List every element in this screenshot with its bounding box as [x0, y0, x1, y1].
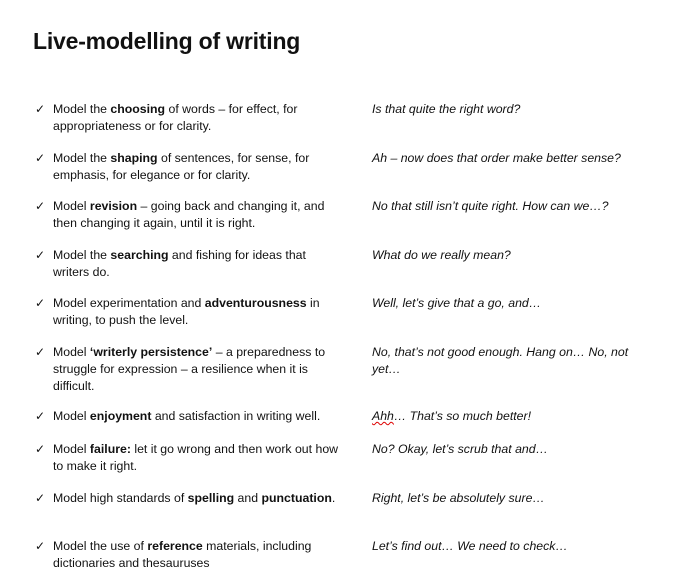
text-segment: let it go wrong and then work out how to make it right. — [53, 442, 339, 473]
example-phrase: Ah – now does that order make better sense? — [372, 151, 621, 165]
checkmark-icon: ✓ — [35, 409, 46, 423]
practice-description — [53, 441, 343, 475]
checkmark-icon: ✓ — [35, 151, 46, 165]
text-segment: Model high standards of — [53, 491, 188, 505]
practice-description — [53, 150, 343, 184]
emphasis-text: searching — [110, 248, 169, 262]
text-segment: Model experimentation and — [53, 296, 205, 310]
emphasis-text: failure: — [89, 442, 131, 456]
text-segment: – a preparedness to struggle for expression – a resilience when it is difficult. — [53, 345, 326, 393]
text-segment: materials, including dictionaries and thesauruses — [53, 539, 312, 570]
emphasis-text: revision — [89, 199, 138, 213]
example-phrase: No that still isn’t quite right. How can we…? — [372, 199, 609, 213]
emphasis-text: shaping — [110, 151, 158, 165]
text-segment: of words – for effect, for appropriateness or for clarity. — [53, 102, 298, 133]
emphasis-text: punctuation — [261, 491, 332, 505]
text-segment: Model — [53, 409, 90, 423]
text-segment: Model the — [53, 248, 111, 262]
practice-description — [53, 247, 343, 281]
practice-description — [53, 295, 343, 329]
checkmark-icon: ✓ — [35, 102, 46, 116]
example-phrase: Let’s find out… We need to check… — [372, 539, 568, 553]
practice-description — [53, 408, 343, 425]
text-segment: Model the use of — [53, 539, 148, 553]
example-phrase: Ahh… That’s so much better! — [372, 409, 532, 423]
example-phrase: Well, let’s give that a go, and… — [372, 296, 542, 310]
checkmark-icon: ✓ — [35, 442, 46, 456]
text-segment: Model — [53, 199, 90, 213]
checkmark-icon: ✓ — [35, 248, 46, 262]
text-segment: Model the — [53, 151, 111, 165]
example-phrase: No? Okay, let’s scrub that and… — [372, 442, 548, 456]
practice-description — [53, 101, 343, 135]
checkmark-icon: ✓ — [35, 345, 46, 359]
emphasis-text: ‘writerly persistence’ — [89, 345, 213, 359]
practice-description — [53, 538, 343, 572]
checkmark-icon: ✓ — [35, 296, 46, 310]
checkmark-icon: ✓ — [35, 539, 46, 553]
text-segment: and — [234, 491, 262, 505]
text-segment: and fishing for ideas that writers do. — [53, 248, 306, 279]
emphasis-text: choosing — [110, 102, 166, 116]
spellcheck-mark: Ahh — [372, 409, 394, 423]
text-segment: – going back and changing it, and then changing it again, until it is right. — [53, 199, 325, 230]
text-segment: Model — [53, 345, 90, 359]
text-segment: in writing, to push the level. — [53, 296, 320, 327]
example-phrase: Right, let’s be absolutely sure… — [372, 491, 545, 505]
example-phrase: No, that’s not good enough. Hang on… No, not yet… — [372, 345, 629, 376]
text-segment: and satisfaction in writing well. — [151, 409, 321, 423]
emphasis-text: enjoyment — [89, 409, 152, 423]
practice-description — [53, 198, 343, 232]
text-segment: Model — [53, 442, 90, 456]
checkmark-icon: ✓ — [35, 199, 46, 213]
page-title: Live-modelling of writing — [33, 28, 301, 54]
checkmark-icon: ✓ — [35, 491, 46, 505]
practice-description — [53, 344, 343, 395]
emphasis-text: adventurousness — [204, 296, 307, 310]
example-phrase: Is that quite the right word? — [372, 102, 521, 116]
text-segment: of sentences, for sense, for emphasis, for elegance or for clarity. — [53, 151, 310, 182]
text-segment: . — [331, 491, 336, 505]
text-segment: Model the — [53, 102, 111, 116]
example-phrase: What do we really mean? — [372, 248, 511, 262]
practice-description — [53, 490, 343, 507]
emphasis-text: reference — [147, 539, 203, 553]
emphasis-text: spelling — [187, 491, 235, 505]
